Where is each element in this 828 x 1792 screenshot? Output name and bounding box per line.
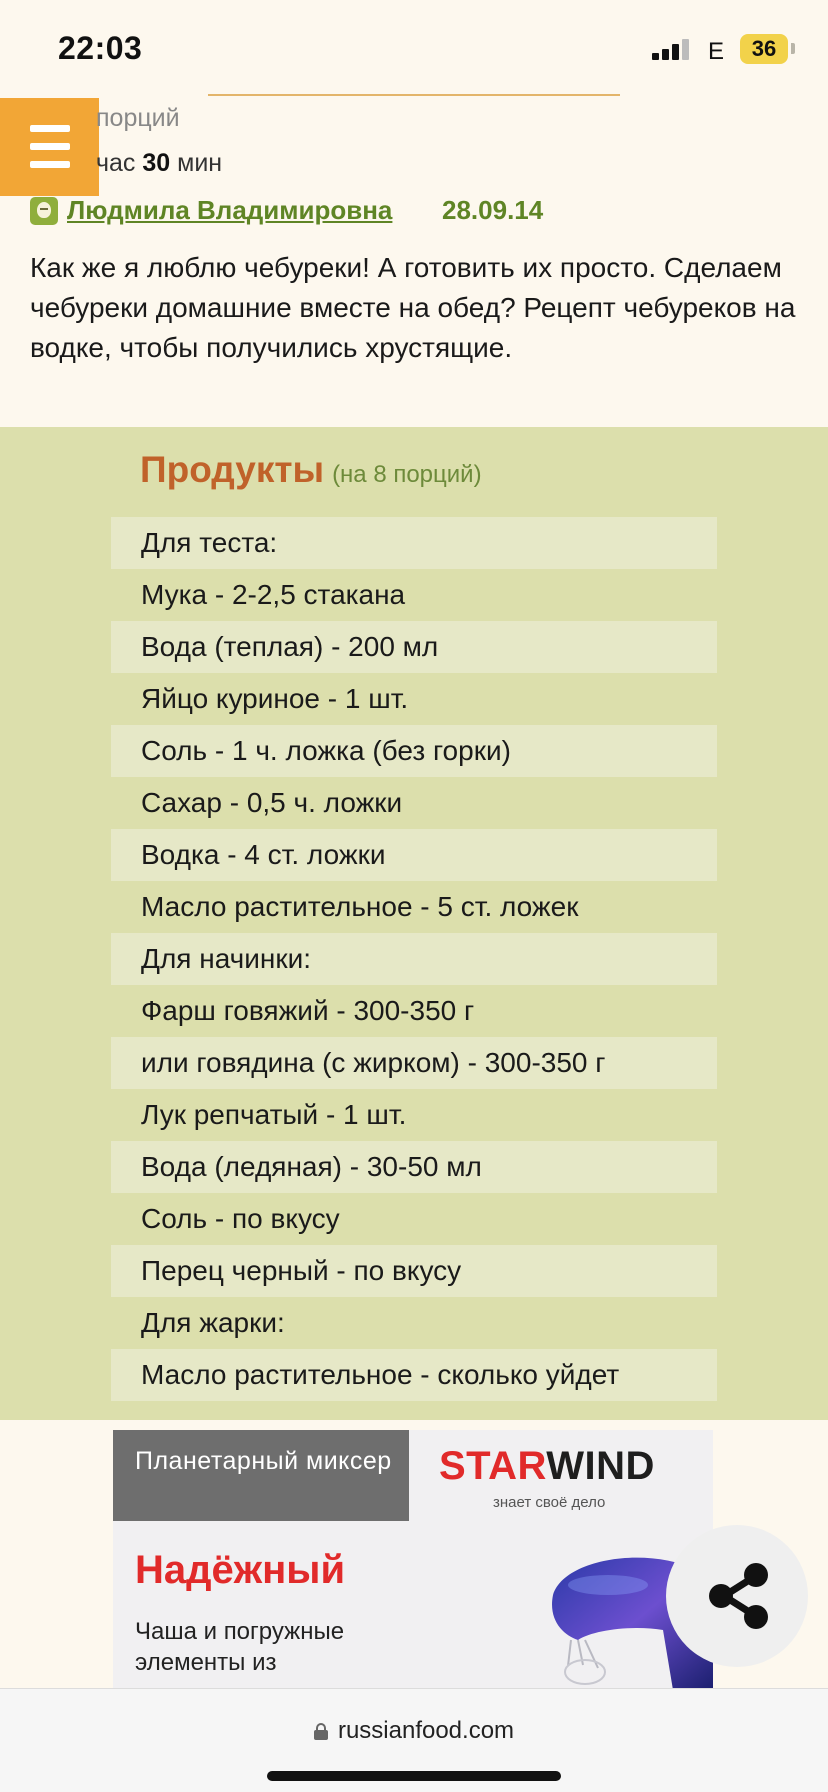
ingredient-row: Лук репчатый - 1 шт. [141, 1099, 407, 1130]
ingredient-row: Масло растительное - 5 ст. ложек [141, 891, 579, 922]
ingredient-row: Соль - по вкусу [141, 1203, 340, 1234]
ingredient-row: Мука - 2-2,5 стакана [141, 579, 406, 610]
ingredient-row: Для начинки: [111, 933, 717, 985]
ingredient-row: или говядина (с жирком) - 300-350 г [111, 1037, 717, 1089]
ingredient-row: Соль - 1 ч. ложка (без горки) [111, 725, 717, 777]
recipe-date: 28.09.14 [442, 195, 544, 225]
products-heading [140, 449, 482, 491]
share-icon [666, 1525, 808, 1667]
status-bar [0, 0, 828, 96]
ingredient-row: Перец черный - по вкусу [111, 1245, 717, 1297]
ad-brand-logo [439, 1444, 655, 1489]
signal-icon [652, 38, 690, 60]
carrier-label: E [708, 38, 725, 65]
hamburger-menu-icon [30, 125, 70, 132]
ad-banner[interactable] [113, 1430, 713, 1688]
lock-icon [314, 1723, 328, 1739]
url-content [0, 1717, 828, 1745]
ingredient-row: Масло растительное - сколько уйдет [111, 1349, 717, 1401]
menu-button[interactable] [0, 98, 99, 196]
battery-nub [791, 43, 795, 54]
ingredient-row: Водка - 4 ст. ложки [111, 829, 717, 881]
share-button[interactable] [666, 1525, 808, 1667]
ad-slogan: знает своё дело [493, 1494, 606, 1511]
ad-brand-part1: STAR [439, 1444, 547, 1488]
time-prefix: час [96, 149, 136, 177]
ingredient-row: Сахар - 0,5 ч. ложки [141, 787, 403, 818]
ingredient-row: Фарш говяжий - 300-350 г [141, 995, 475, 1026]
time-suffix: мин [177, 149, 223, 177]
url-text: russianfood.com [337, 1717, 515, 1744]
recipe-intro: Как же я люблю чебуреки! А готовить их просто. Сделаем чебуреки домашние вместе на обед? Рецепт чебуреков на водке, чтобы получились хрустящие. [30, 252, 796, 363]
ingredient-row: Яйцо куриное - 1 шт. [141, 683, 409, 714]
products-portions: (на 8 порций) [332, 461, 482, 488]
recipe-portions: порций [96, 104, 180, 132]
ad-headline: Надёжный [135, 1548, 346, 1592]
hamburger-line [30, 143, 70, 150]
ad-category-label: Планетарный миксер [113, 1430, 409, 1521]
battery-icon: 36 [740, 34, 788, 64]
recipe-cook-time [96, 149, 222, 178]
ingredients-list [111, 517, 717, 1401]
products-panel [0, 427, 828, 1420]
products-title: Продукты [140, 449, 325, 490]
header-divider [208, 94, 620, 96]
ingredient-row: Для жарки: [141, 1307, 285, 1338]
author-link[interactable]: Людмила Владимировна [67, 195, 393, 225]
author-avatar-icon [30, 197, 58, 225]
ingredient-row: Вода (ледяная) - 30-50 мл [111, 1141, 717, 1193]
time-minutes: 30 [142, 149, 171, 177]
hamburger-line [30, 161, 70, 168]
home-indicator[interactable] [267, 1771, 561, 1781]
status-time: 22:03 [58, 30, 143, 66]
ingredient-row: Для теста: [111, 517, 717, 569]
ingredient-row: Вода (теплая) - 200 мл [111, 621, 717, 673]
ad-text: Чаша и погружные элементы из [135, 1618, 345, 1676]
ad-brand-part2: WIND [546, 1444, 655, 1488]
